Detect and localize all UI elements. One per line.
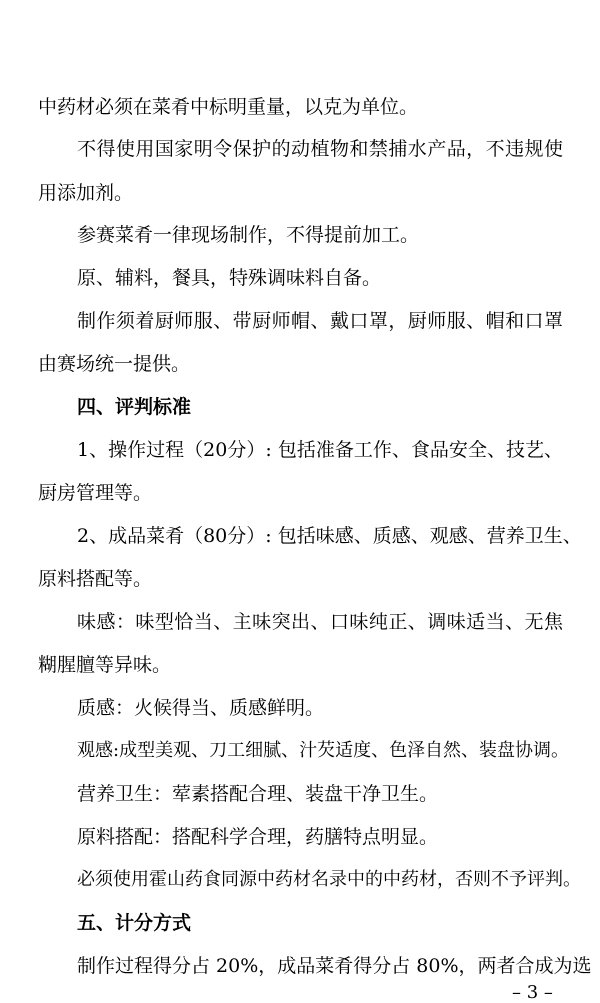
text-line: 原料搭配等。 bbox=[38, 568, 153, 590]
text-line: 1、操作过程（20分）: 包括准备工作、食品安全、技艺、 bbox=[77, 439, 563, 461]
section-heading: 四、评判标准 bbox=[77, 396, 192, 418]
text-line: 参赛菜肴一律现场制作，不得提前加工。 bbox=[77, 224, 420, 246]
text-line: 质感：火候得当、质感鲜明。 bbox=[77, 697, 325, 719]
text-line: 2、成品菜肴（80分）: 包括味感、质感、观感、营养卫生、 bbox=[77, 525, 582, 547]
text-line: 味感：味型恰当、主味突出、口味纯正、调味适当、无焦 bbox=[77, 611, 563, 633]
page-number: – 3 – bbox=[512, 982, 553, 1003]
text-line: 制作须着厨师服、带厨师帽、戴口罩，厨师服、帽和口罩 bbox=[77, 310, 563, 332]
text-line: 观感:成型美观、刀工细腻、汁芡适度、色泽自然、装盘协调。 bbox=[77, 740, 570, 761]
text-line: 原、辅料，餐具，特殊调味料自备。 bbox=[77, 267, 382, 289]
text-line: 中药材必须在菜肴中标明重量，以克为单位。 bbox=[38, 96, 419, 118]
text-line: 用添加剂。 bbox=[38, 182, 134, 204]
text-line: 厨房管理等。 bbox=[38, 482, 153, 504]
text-line: 不得使用国家明令保护的动植物和禁捕水产品，不违规使 bbox=[77, 138, 563, 160]
text-line: 糊腥膻等异味。 bbox=[38, 654, 172, 676]
section-heading: 五、计分方式 bbox=[77, 912, 192, 934]
text-line: 原料搭配：搭配科学合理，药膳特点明显。 bbox=[77, 826, 439, 848]
text-line: 制作过程得分占 20%，成品菜肴得分占 80%，两者合成为选 bbox=[77, 955, 592, 977]
text-line: 必须使用霍山药食同源中药材名录中的中药材，否则不予评判。 bbox=[77, 869, 581, 890]
text-line: 营养卫生：荤素搭配合理、装盘干净卫生。 bbox=[77, 783, 439, 805]
text-line: 由赛场统一提供。 bbox=[38, 353, 191, 375]
